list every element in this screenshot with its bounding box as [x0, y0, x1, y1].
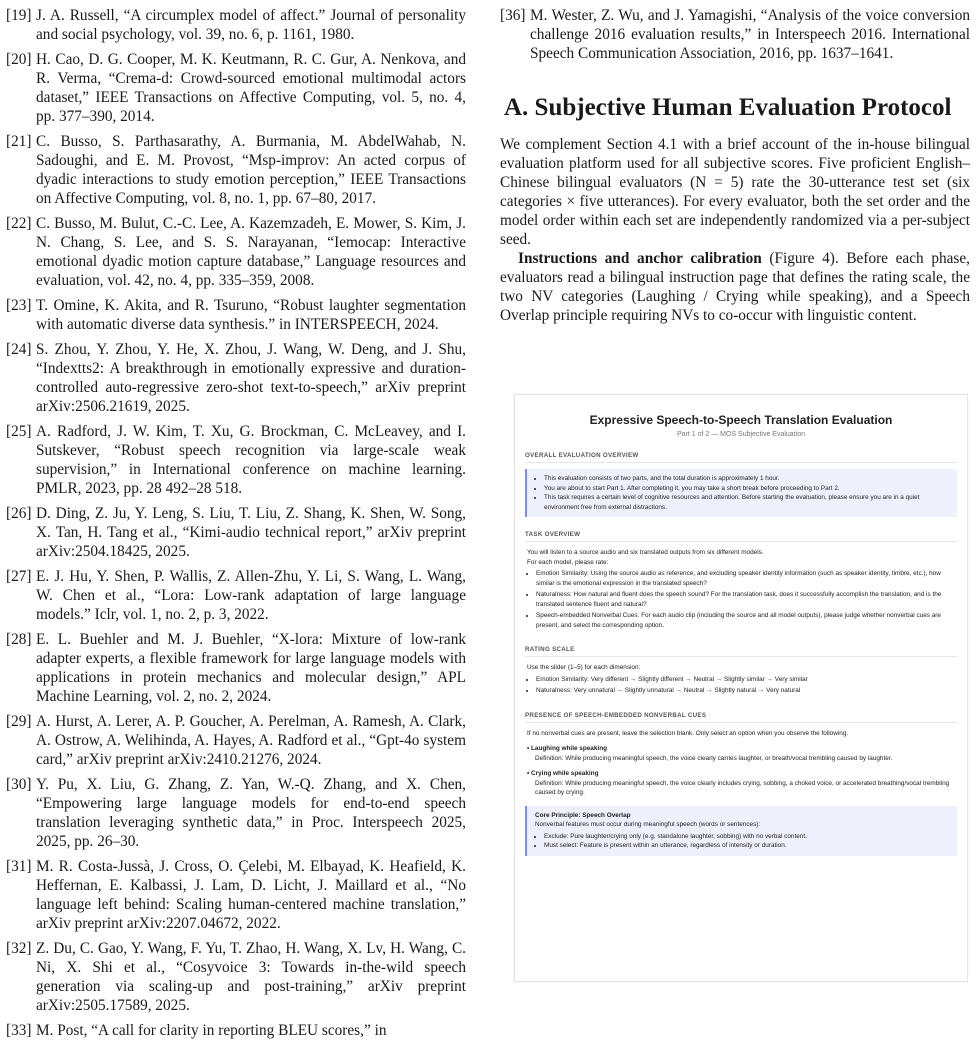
reference-number: [31]: [6, 858, 32, 875]
task-heading: TASK OVERVIEW: [525, 517, 957, 542]
evaluation-instructions-figure: [514, 394, 968, 982]
rating-heading: RATING SCALE: [525, 632, 957, 657]
nv-laugh-title-text: Laughing while speaking: [531, 745, 608, 752]
nv-laugh-definition: Definition: While producing meaningful speech, the voice clearly carries laughter, or breath/vocal trembling caused by laughter.: [535, 754, 893, 762]
overview-box: [525, 469, 957, 517]
right-column: [500, 6, 970, 325]
nv-cry-definition: Definition: While producing meaningful speech, the voice clearly includes crying, sobbing, a choked voice, or accelerated breathing/vocal trembling caused by crying.: [535, 779, 950, 796]
rating-item: • Emotion Similarity: Very different → Slightly different → Neutral → Slightly similar → Very similar: [536, 675, 955, 685]
nv-body: [527, 729, 955, 798]
overview-heading: OVERALL EVALUATION OVERVIEW: [525, 438, 957, 463]
figure-subtitle: Part 1 of 2 — MOS Subjective Evaluation: [676, 431, 805, 438]
reference-entry: [6, 6, 466, 44]
reference-number: [24]: [6, 341, 32, 358]
reference-number: [26]: [6, 505, 32, 522]
reference-number: [32]: [6, 940, 32, 957]
reference-entry: [6, 132, 466, 208]
reference-list-left: [6, 6, 466, 1046]
section-title: A. Subjective Human Evaluation Protocol: [504, 94, 952, 121]
reference-number: [29]: [6, 713, 32, 730]
task-body: [527, 548, 955, 630]
reference-entry: [500, 6, 970, 63]
reference-text: M. R. Costa-Jussà, J. Cross, O. Çelebi, M. Elbayad, K. Heafield, K. Heffernan, E. Kalbassi, J. Lam, D. Licht, J. Maillard et al., “No language left behind: Scaling human-centered machine translation,” arXiv preprint arXiv:2207.04672, 2022.: [36, 858, 466, 932]
reference-entry: [6, 296, 466, 334]
reference-text: E. J. Hu, Y. Shen, P. Wallis, Z. Allen-Zhu, Y. Li, S. Wang, L. Wang, W. Chen et al., “Lora: Low-rank adaptation of large language models.” Iclr, vol. 1, no. 2, p. 3, 2022.: [36, 568, 466, 623]
paragraph-2-body: (Figure 4). Before each phase, evaluators read a bilingual instruction page that defines the rating scale, the two NV categories (Laughing / Crying while speaking), and a Speech Overlap principle requiring NVs to co-occur with linguistic content.: [500, 250, 970, 324]
reference-number: [33]: [6, 1022, 32, 1039]
reference-entry: [6, 630, 466, 706]
reference-entry: [6, 422, 466, 498]
reference-text: M. Wester, Z. Wu, and J. Yamagishi, “Analysis of the voice conversion challenge 2016 evaluation results,” in Interspeech 2016. International Speech Communication Association, 2016, pp. 1637–1641.: [530, 7, 970, 62]
core-intro: Nonverbal features must occur during meaningful speech (words or sentences):: [535, 821, 761, 828]
reference-entry: [6, 504, 466, 561]
reference-text: C. Busso, M. Bulut, C.-C. Lee, A. Kazemzadeh, E. Mower, S. Kim, J. N. Chang, S. Lee, and S. S. Narayanan, “Iemocap: Interactive emotional dyadic motion capture database,” Language resources and evaluation, vol. 42, no. 4, pp. 335–359, 2008.: [36, 215, 466, 289]
reference-text: D. Ding, Z. Ju, Y. Leng, S. Liu, T. Liu, Z. Shang, K. Shen, W. Song, X. Tan, H. Tang et al., “Kimi-audio technical report,” arXiv preprint arXiv:2504.18425, 2025.: [36, 505, 466, 560]
overview-item: • This task requires a certain level of cognitive resources and attention. Before starting the evaluation, please ensure you are in a quiet environment free from external distractions.: [544, 493, 949, 512]
task-intro: You will listen to a source audio and six translated outputs from six different models.: [527, 549, 764, 556]
overview-item: • This evaluation consists of two parts, and the total duration is approximately 1 hour.: [544, 474, 949, 484]
reference-number: [20]: [6, 51, 32, 68]
reference-entry: [6, 567, 466, 624]
reference-text: Y. Pu, X. Liu, G. Zhang, Z. Yan, W.-Q. Zhang, and X. Chen, “Empowering large language models for end-to-end speech translation leveraging synthetic data,” in Proc. Interspeech 2025, 2025, pp. 26–30.: [36, 776, 466, 850]
reference-text: S. Zhou, Y. Zhou, Y. He, X. Zhou, J. Wang, W. Deng, and J. Shu, “Indextts2: A breakthrough in emotionally expressive and duration-controlled auto-regressive zero-shot text-to-speech,” arXiv preprint arXiv:2506.21619, 2025.: [36, 341, 466, 415]
reference-entry: [6, 214, 466, 290]
reference-text: M. Post, “A call for clarity in reporting BLEU scores,” in: [36, 1022, 387, 1039]
reference-number: [23]: [6, 297, 32, 314]
reference-text: A. Hurst, A. Lerer, A. P. Goucher, A. Perelman, A. Ramesh, A. Clark, A. Ostrow, A. Welihinda, A. Hayes, A. Radford et al., “Gpt-4o system card,” arXiv preprint arXiv:2410.21276, 2024.: [36, 713, 466, 768]
reference-text: T. Omine, K. Akita, and R. Tsuruno, “Robust laughter segmentation with automatic diverse data synthesis.” in INTERSPEECH, 2024.: [36, 297, 466, 333]
reference-number: [27]: [6, 568, 32, 585]
reference-text: H. Cao, D. G. Cooper, M. K. Keutmann, R. C. Gur, A. Nenkova, and R. Verma, “Crema-d: Crowd-sourced emotional multimodal actors dataset,” IEEE Transactions on Affective Computing, vol. 5, no. 4, pp. 377–390, 2014.: [36, 51, 466, 125]
reference-entry: [6, 340, 466, 416]
task-item: • Emotion Similarity: Using the source audio as reference, and excluding speaker identity information (such as speaker identity, timbre, etc.), how similar is the emotional expression in the translated speech?: [536, 569, 955, 588]
rating-item: • Naturalness: Very unnatural → Slightly unnatural → Neutral → Slightly natural → Very natural: [536, 686, 955, 696]
reference-text: E. L. Buehler and M. J. Buehler, “X-lora: Mixture of low-rank adapter experts, a flexible framework for large language models with applications in protein mechanics and molecular design,” APL Machine Learning, vol. 2, no. 2, 2024.: [36, 631, 466, 705]
core-item: • Must select: Feature is present within an utterance, regardless of intensity or duration.: [544, 841, 949, 851]
reference-entry: [6, 857, 466, 933]
reference-number: [28]: [6, 631, 32, 648]
reference-entry: [6, 1021, 466, 1040]
reference-number: [30]: [6, 776, 32, 793]
task-rate: For each model, please rate:: [527, 558, 609, 566]
reference-text: C. Busso, S. Parthasarathy, A. Burmania, M. AbdelWahab, N. Sadoughi, and E. M. Provost, “Msp-improv: An acted corpus of dyadic interactions to study emotion perception,” IEEE Transactions on Affective Computing, vol. 8, no. 1, pp. 67–80, 2017.: [36, 133, 466, 207]
reference-number: [36]: [500, 7, 526, 24]
core-item: • Exclude: Pure laughter/crying only (e.g. standalone laughter, sobbing) with no verbal content.: [544, 832, 949, 842]
rating-body: [527, 663, 955, 696]
reference-entry: [6, 50, 466, 126]
section-paragraph-1: We complement Section 4.1 with a brief account of the in-house bilingual evaluation platform used for all subjective scores. Five proficient English–Chinese bilingual evaluators (N = 5) rate the 30-utterance test set (six categories × five utterances). For every evaluator, both the set order and the model order within each set are independently randomized via a per-subject seed.: [500, 136, 970, 248]
task-item: • Speech-embedded Nonverbal Cues: For each audio clip (including the source and all model outputs), please judge whether nonverbal cues are present, and select the corresponding option.: [536, 611, 955, 630]
reference-entry: [6, 712, 466, 769]
reference-text: Z. Du, C. Gao, Y. Wang, F. Yu, T. Zhao, H. Wang, X. Lv, H. Wang, C. Ni, X. Shi et al., “Cosyvoice 3: Towards in-the-wild speech generation via scaling-up and post-training,” arXiv preprint arXiv:2505.17589, 2025.: [36, 940, 466, 1014]
reference-number: [25]: [6, 423, 32, 440]
task-item: • Naturalness: How natural and fluent does the speech sound? For the translation task, does it successfully accomplish the translation, and is the translated sentence fluent and natural?: [536, 590, 955, 609]
reference-number: [22]: [6, 215, 32, 232]
overview-item: • You are about to start Part 1. After completing it, you may take a short break before proceeding to Part 2.: [544, 484, 949, 494]
nv-laugh-title: • Laughing while speaking: [527, 745, 608, 752]
reference-entry: [6, 775, 466, 851]
reference-text: A. Radford, J. W. Kim, T. Xu, G. Brockman, C. McLeavey, and I. Sutskever, “Robust speech recognition via large-scale weak supervision,” in International conference on machine learning. PMLR, 2023, pp. 28 492–28 518.: [36, 423, 466, 497]
nv-heading: PRESENCE OF SPEECH-EMBEDDED NONVERBAL CUES: [525, 698, 957, 723]
core-principle-box: [525, 806, 957, 856]
reference-number: [19]: [6, 7, 32, 24]
rating-intro: Use the slider (1–5) for each dimension:: [527, 664, 641, 671]
reference-text: J. A. Russell, “A circumplex model of affect.” Journal of personality and social psychology, vol. 39, no. 6, p. 1161, 1980.: [36, 7, 466, 43]
reference-list-right: [500, 6, 970, 63]
figure-title: Expressive Speech-to-Speech Translation Evaluation: [589, 413, 893, 427]
nv-intro: If no nonverbal cues are present, leave the selection blank. Only select an option when you observe the following.: [527, 729, 849, 737]
reference-entry: [6, 939, 466, 1015]
reference-number: [21]: [6, 133, 32, 150]
section-paragraph-2: [500, 249, 970, 325]
nv-cry-title: • Crying while speaking: [527, 770, 599, 777]
core-title: Core Principle: Speech Overlap: [535, 811, 631, 819]
nv-cry-title-text: Crying while speaking: [531, 770, 599, 777]
paragraph-2-lead: Instructions and anchor calibration: [518, 250, 762, 267]
